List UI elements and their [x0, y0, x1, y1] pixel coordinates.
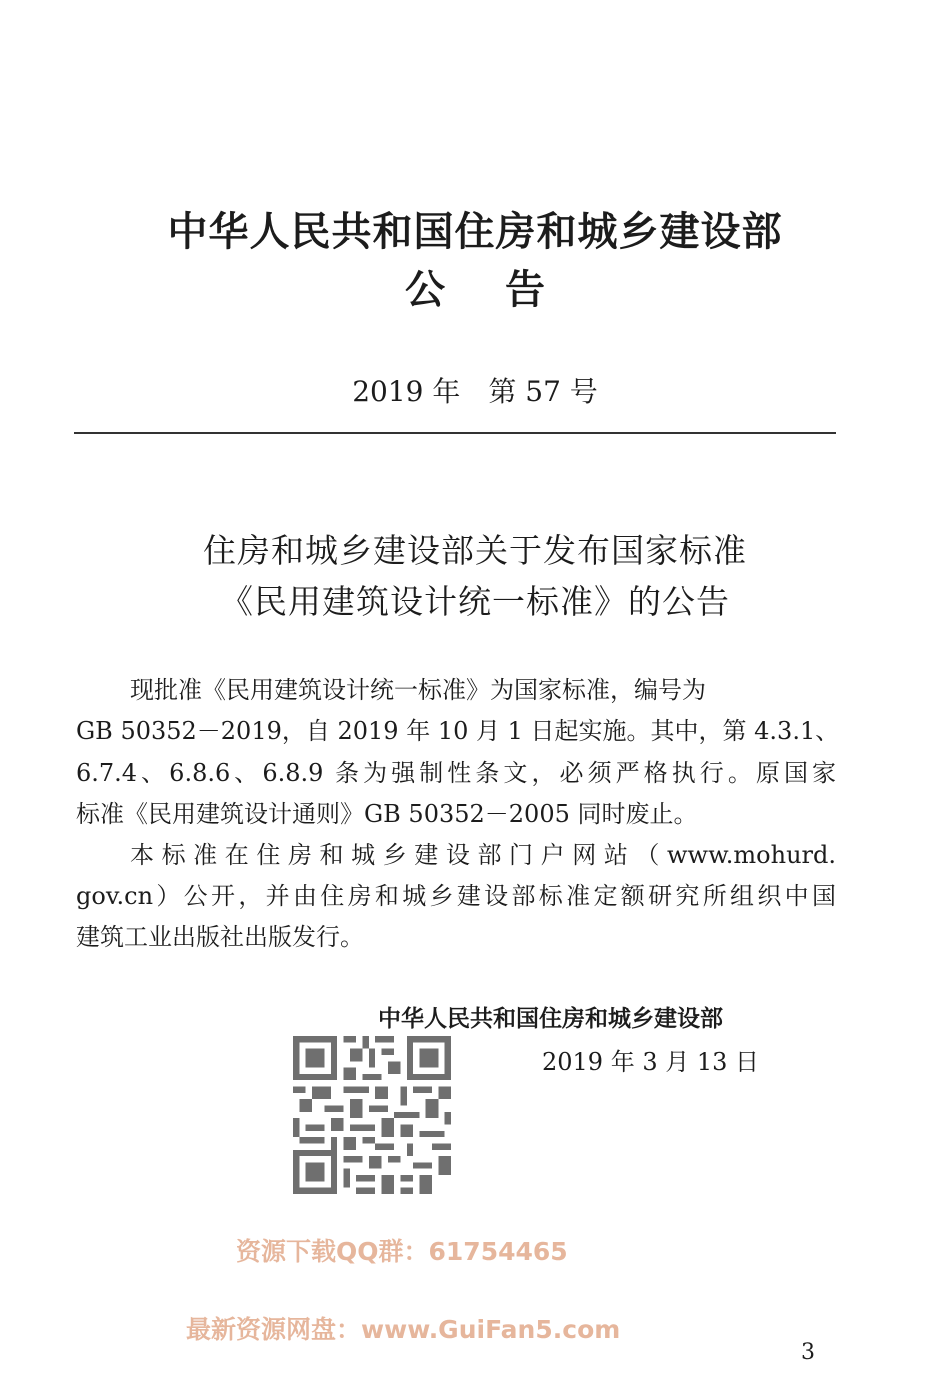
- watermark-qq-group: 资源下载QQ群：61754465: [236, 1237, 568, 1266]
- body-line-3: 6.7.4、6.8.6、6.8.9 条为强制性条文，必须严格执行。原国家: [76, 759, 836, 787]
- body-line-7: 建筑工业出版社出版发行。: [76, 923, 364, 951]
- signature-date: 2019 年 3 月 13 日: [542, 1048, 760, 1076]
- announcement-title-line-2: 《民用建筑设计统一标准》的公告: [220, 582, 730, 621]
- body-line-5: 本标准在住房和城乡建设部门户网站（www.mohurd.: [130, 841, 836, 869]
- body-line-2: GB 50352－2019，自 2019 年 10 月 1 日起实施。其中，第 4.3.1、: [76, 717, 840, 745]
- ministry-title: 中华人民共和国住房和城乡建设部: [167, 209, 783, 255]
- issue-number: 2019 年 第 57 号: [352, 375, 598, 408]
- signature-organization: 中华人民共和国住房和城乡建设部: [378, 1006, 723, 1032]
- page-number: 3: [801, 1340, 815, 1365]
- notice-heading: 公告: [405, 267, 605, 313]
- announcement-title-line-1: 住房和城乡建设部关于发布国家标准: [203, 531, 747, 570]
- qr-code: [292, 1036, 452, 1194]
- header-divider: [74, 432, 836, 434]
- watermark-site: 最新资源网盘：www.GuiFan5.com: [186, 1315, 621, 1344]
- body-line-4: 标准《民用建筑设计通则》GB 50352－2005 同时废止。: [76, 800, 698, 828]
- body-line-1: 现批准《民用建筑设计统一标准》为国家标准，编号为: [130, 676, 706, 704]
- body-line-6: gov.cn）公开，并由住房和城乡建设部标准定额研究所组织中国: [76, 882, 836, 910]
